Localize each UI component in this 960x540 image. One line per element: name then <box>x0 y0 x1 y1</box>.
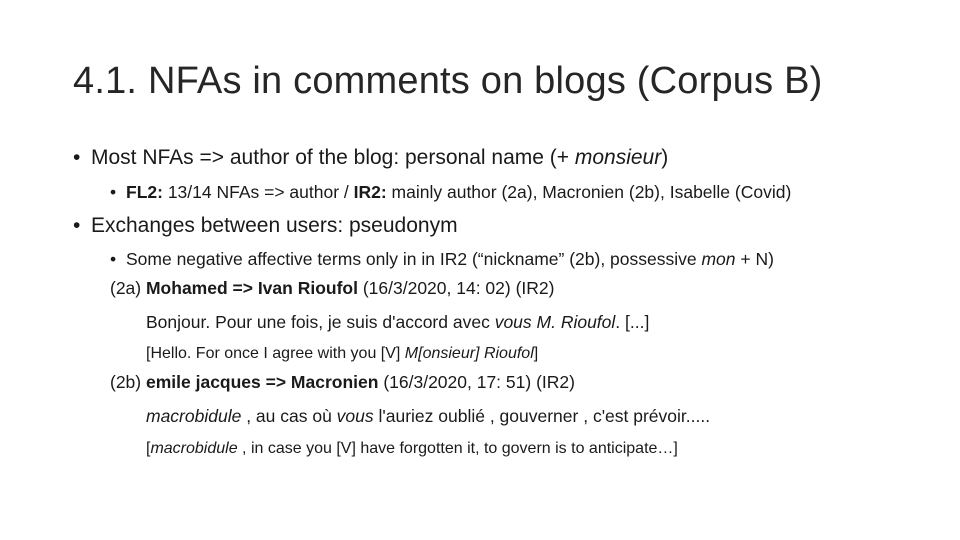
bullet-icon: • <box>110 182 117 202</box>
sub-bullet-affective-terms: • Some negative affective terms only in in IR2 (“nickname” (2b), possessive mon + N) <box>110 249 774 269</box>
bullet-icon: • <box>73 214 81 237</box>
bullet-authors: • Most NFAs => author of the blog: personal name (+ monsieur) <box>73 146 669 169</box>
example-2b-header: (2b) emile jacques => Macronien (16/3/2020, 17: 51) (IR2) <box>110 372 575 392</box>
slide-title: 4.1. NFAs in comments on blogs (Corpus B) <box>73 60 823 102</box>
example-2a-translation: [Hello. For once I agree with you [V] M[onsieur] Rioufol] <box>146 345 539 362</box>
example-2a-header: (2a) Mohamed => Ivan Rioufol (16/3/2020, 14: 02) (IR2) <box>110 278 555 298</box>
example-2b-french: macrobidule , au cas où vous l'auriez oublié , gouverner , c'est prévoir..... <box>146 406 711 426</box>
bullet-exchanges: • Exchanges between users: pseudonym <box>73 214 458 237</box>
bullet-icon: • <box>73 146 81 169</box>
bullet-icon: • <box>110 249 117 269</box>
example-2b-translation: [macrobidule , in case you [V] have forgotten it, to govern is to anticipate…] <box>146 440 678 457</box>
example-2a-french: Bonjour. Pour une fois, je suis d'accord avec vous M. Rioufol. [...] <box>146 312 650 332</box>
sub-bullet-fl2-ir2: • FL2: 13/14 NFAs => author / IR2: mainly author (2a), Macronien (2b), Isabelle (Covid) <box>110 182 792 202</box>
